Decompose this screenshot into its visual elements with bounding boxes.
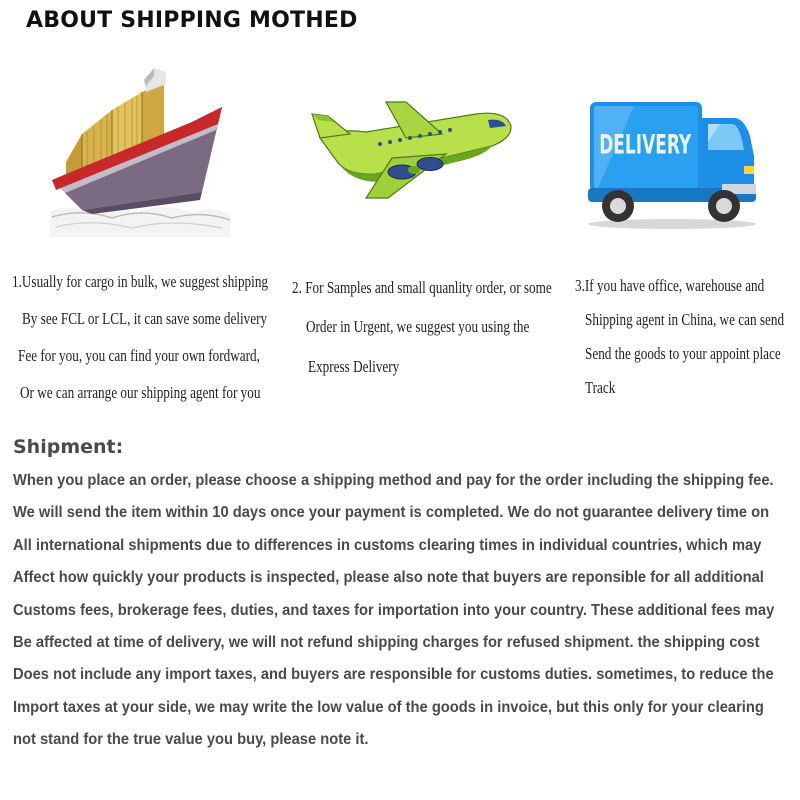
shipment-line: not stand for the true value you buy, please note it.	[13, 731, 369, 749]
truck-label: DELIVERY	[599, 130, 692, 161]
method-1-line: Or we can arrange our shipping agent for you	[20, 383, 261, 402]
shipment-line: Does not include any import taxes, and buyers are responsible for customs duties. sometimes, to reduce the	[13, 666, 774, 684]
shipment-line: Import taxes at your side, we may write the low value of the goods in invoice, but this only for your clearing	[13, 698, 764, 716]
method-3-line: Shipping agent in China, we can send	[585, 310, 785, 329]
shipment-line: Affect how quickly your products is inspected, please also note that buyers are reponsible for all additional	[13, 569, 764, 587]
method-2-line: Order in Urgent, we suggest you using the	[306, 317, 530, 336]
page-title: ABOUT SHIPPING MOTHED	[26, 8, 358, 33]
shipment-line: When you place an order, please choose a shipping method and pay for the order including the shipping fee.	[13, 472, 774, 489]
method-3-line: Track	[585, 378, 616, 397]
method-1-line: Fee for you, you can find your own fordward,	[18, 346, 260, 365]
shipment-heading: Shipment:	[13, 436, 124, 458]
airplane-icon	[306, 98, 516, 203]
method-3-line: 3.If you have office, warehouse and	[575, 276, 765, 295]
shipment-line: Be affected at time of delivery, we will not refund shipping charges for refused shipment. the shipping cost	[13, 634, 760, 651]
delivery-truck-icon	[584, 96, 760, 232]
method-3-line: Send the goods to your appoint place	[585, 344, 781, 363]
cargo-ship-icon	[42, 62, 232, 237]
method-2-line: Express Delivery	[308, 357, 400, 376]
method-2-line: 2. For Samples and small quanlity order, or some	[292, 278, 552, 297]
method-1-line: 1.Usually for cargo in bulk, we suggest shipping	[12, 272, 269, 291]
shipment-line: We will send the item within 10 days once your payment is completed. We do not guarantee delivery time on	[13, 504, 770, 522]
method-1-line: By see FCL or LCL, it can save some delivery	[22, 309, 268, 328]
shipment-line: All international shipments due to differences in customs clearing times in individual countries, which may	[13, 536, 762, 554]
shipment-line: Customs fees, brokerage fees, duties, and taxes for importation into your country. These additional fees may	[13, 601, 775, 619]
